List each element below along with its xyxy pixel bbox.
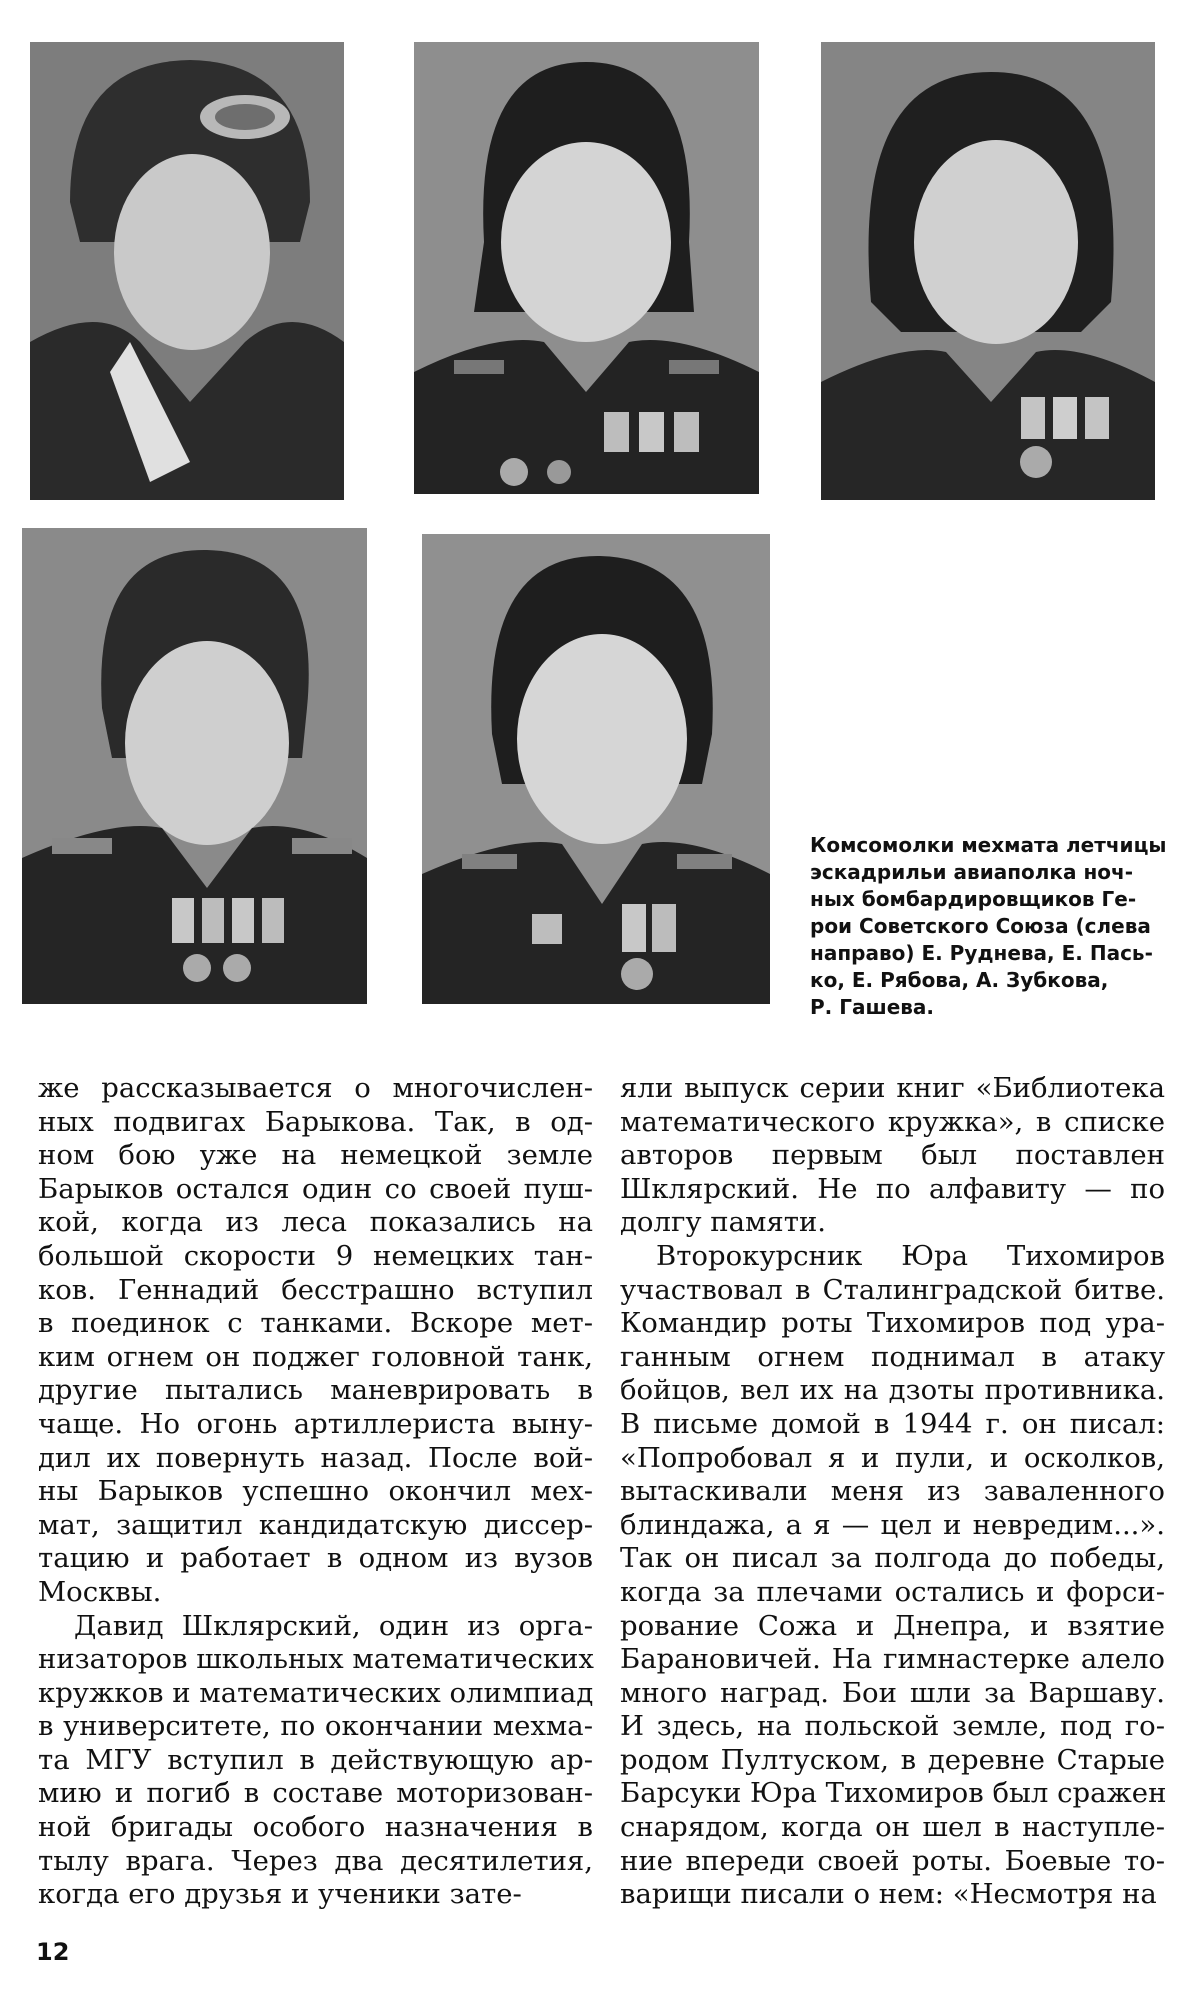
text-line: ние впереди своей роты. Боевые то-: [620, 1844, 1165, 1877]
portrait-illustration: [422, 534, 770, 1004]
text-line: ных подвигах Барыкова. Так, в од-: [38, 1105, 593, 1138]
text-line: большой скорости 9 немецких тан-: [38, 1239, 593, 1272]
text-line: бойцов, вел их на дзоты противника.: [620, 1374, 1165, 1407]
text-line: вытаскивали меня из заваленного: [620, 1475, 1165, 1508]
text-line: ной бригады особого назначения в: [38, 1811, 593, 1844]
caption-line: направо) Е. Руднева, Е. Пась-: [810, 941, 1153, 965]
text-line: кой, когда из леса показались на: [38, 1206, 593, 1239]
portrait-photo-2: [414, 42, 759, 494]
text-line: авторов первым был поставлен: [620, 1139, 1165, 1172]
caption-line: рои Советского Союза (слева: [810, 914, 1151, 938]
text-line: много наград. Бои шли за Варшаву.: [620, 1676, 1165, 1709]
text-line: Барановичей. На гимнастерке алело: [620, 1643, 1165, 1676]
portrait-photo-4: [22, 528, 367, 1004]
text-line: «Попробовал я и пули, и осколков,: [620, 1441, 1165, 1474]
text-line: яли выпуск серии книг «Библиотека: [620, 1072, 1165, 1104]
text-line: родом Пултуском, в деревне Старые: [620, 1743, 1165, 1776]
portrait-photo-3: [821, 42, 1155, 500]
portrait-illustration: [821, 42, 1155, 500]
text-line: Давид Шклярский, один из орга-: [74, 1609, 593, 1642]
text-line: в поединок с танками. Вскоре мет-: [38, 1307, 593, 1340]
text-line: варищи писали о нем: «Несмотря на: [620, 1878, 1157, 1911]
text-line: чаще. Но огонь артиллериста выну-: [38, 1407, 593, 1440]
text-column-right: [620, 1072, 1165, 1912]
photo-caption: [810, 832, 1190, 1021]
text-line: Шклярский. Не по алфавиту — по: [620, 1172, 1165, 1205]
text-line: кружков и математических олимпиад: [38, 1676, 594, 1709]
text-line: Второкурсник Юра Тихомиров: [656, 1239, 1165, 1272]
caption-line: ных бомбардировщиков Ге-: [810, 887, 1137, 911]
text-line: же рассказывается о многочислен-: [38, 1072, 593, 1104]
text-line: мию и погиб в составе моторизован-: [38, 1777, 593, 1810]
text-line: другие пытались маневрировать в: [38, 1374, 593, 1407]
text-line: Барсуки Юра Тихомиров был сражен: [620, 1777, 1167, 1810]
text-line: Москвы.: [38, 1575, 162, 1608]
caption-line: Р. Гашева.: [810, 995, 935, 1019]
page-number: 12: [36, 1938, 70, 1966]
text-line: мат, защитил кандидатскую диссер-: [38, 1508, 593, 1541]
text-line: низаторов школьных математических: [38, 1643, 594, 1676]
text-line: дил их повернуть назад. После вой-: [38, 1441, 593, 1474]
text-line: участвовал в Сталинградской битве.: [620, 1273, 1165, 1306]
text-line: когда его друзья и ученики зате-: [38, 1878, 522, 1911]
text-line: тацию и работает в одном из вузов: [38, 1542, 593, 1575]
text-line: И здесь, на польской земле, под го-: [620, 1710, 1165, 1743]
text-line: та МГУ вступил в действующую ар-: [38, 1743, 593, 1776]
caption-line: Комсомолки мехмата летчицы: [810, 833, 1167, 857]
text-line: снарядом, когда он шел в наступле-: [620, 1811, 1165, 1844]
text-line: тылу врага. Через два десятилетия,: [38, 1844, 593, 1877]
portrait-illustration: [30, 42, 344, 500]
text-line: ном бою уже на немецкой земле: [38, 1139, 593, 1172]
text-line: долгу памяти.: [620, 1206, 827, 1239]
text-line: рование Сожа и Днепра, и взятие: [620, 1609, 1165, 1642]
text-line: Так он писал за полгода до победы,: [620, 1542, 1165, 1575]
text-line: блиндажа, а я — цел и невредим...».: [620, 1508, 1165, 1541]
text-line: Барыков остался один со своей пуш-: [38, 1172, 593, 1205]
text-line: ганным огнем поднимал в атаку: [620, 1340, 1165, 1373]
portrait-photo-1: [30, 42, 344, 500]
portrait-illustration: [22, 528, 367, 1004]
text-line: ны Барыков успешно окончил мех-: [38, 1475, 593, 1508]
portrait-photo-5: [422, 534, 770, 1004]
text-line: когда за плечами остались и форси-: [620, 1575, 1165, 1608]
portrait-illustration: [414, 42, 759, 494]
text-line: в университете, по окончании мехма-: [38, 1710, 593, 1743]
text-line: ков. Геннадий бесстрашно вступил: [38, 1273, 593, 1306]
text-column-left: [38, 1072, 593, 1912]
caption-line: эскадрильи авиаполка ноч-: [810, 860, 1134, 884]
text-line: ким огнем он поджег головной танк,: [38, 1340, 593, 1373]
caption-line: ко, Е. Рябова, А. Зубкова,: [810, 968, 1109, 992]
text-line: математического кружка», в списке: [620, 1105, 1165, 1138]
text-line: Командир роты Тихомиров под ура-: [620, 1307, 1165, 1340]
text-line: В письме домой в 1944 г. он писал:: [620, 1407, 1165, 1440]
